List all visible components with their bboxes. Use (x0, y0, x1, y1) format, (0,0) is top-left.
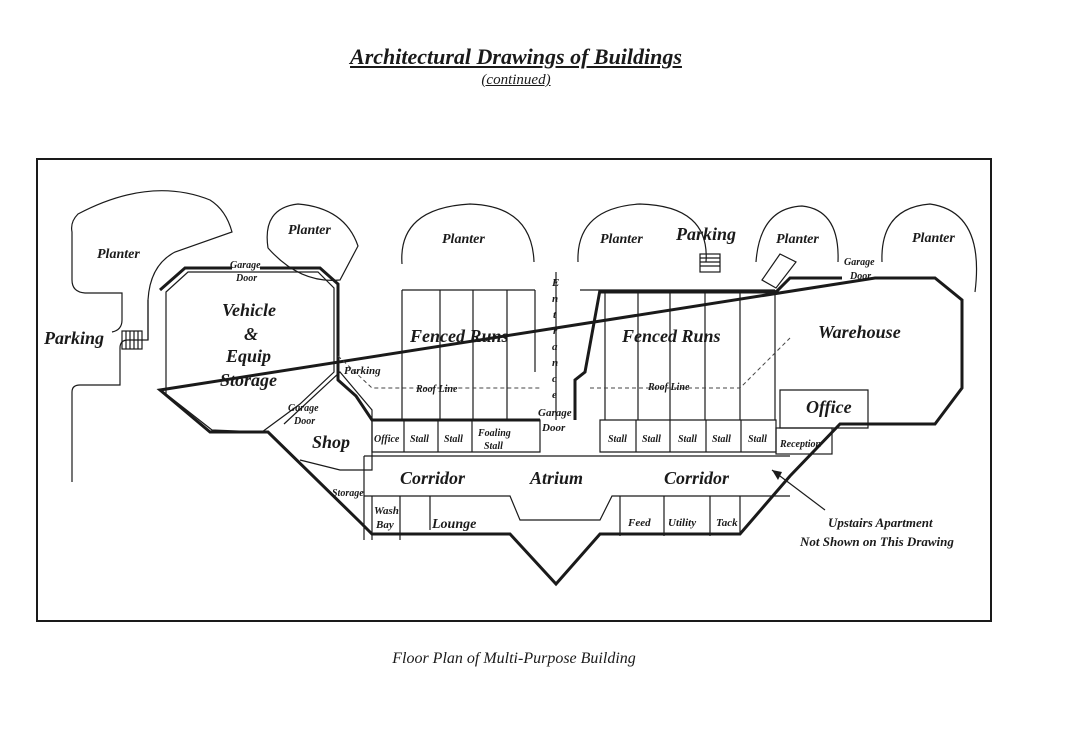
label-stall: Stall (484, 441, 503, 452)
label-parking-small: Parking (344, 365, 381, 377)
label-corridor-right: Corridor (664, 468, 730, 488)
label-feed: Feed (628, 517, 651, 529)
figure-caption: Floor Plan of Multi-Purpose Building (392, 650, 636, 667)
label-door-4: Door (850, 271, 872, 282)
entrance-vertical-label (551, 277, 559, 401)
label-corridor-left: Corridor (400, 468, 466, 488)
label-garage-4: Garage (844, 257, 875, 268)
entrance-letter: e (552, 389, 557, 401)
label-fenced-runs-right: Fenced Runs (622, 326, 721, 346)
label-garage-3: Garage (538, 407, 572, 419)
label-roof-line-right: Roof Line (648, 382, 690, 393)
entrance-letter: r (553, 325, 558, 337)
label-atrium: Atrium (530, 468, 584, 488)
page-title: Architectural Drawings of Buildings (350, 44, 682, 69)
entrance-letter: a (552, 341, 558, 353)
label-garage-2: Garage (288, 403, 319, 414)
label-parking-top: Parking (676, 224, 737, 244)
page-subtitle: (continued) (481, 72, 551, 88)
entrance-letter: E (552, 277, 560, 289)
entrance-letter: n (552, 293, 559, 305)
label-planter-3: Planter (442, 232, 485, 247)
label-tack: Tack (716, 517, 738, 529)
label-stall: Stall (748, 434, 767, 445)
label-fenced-runs-left: Fenced Runs (410, 326, 509, 346)
label-note-line1: Upstairs Apartment (828, 515, 933, 530)
label-garage-1: Garage (230, 260, 261, 271)
label-office-small: Office (374, 434, 400, 445)
label-planter-5: Planter (776, 232, 819, 247)
label-storage: Storage (220, 370, 278, 390)
label-planter-1: Planter (97, 247, 140, 262)
label-wash: Wash (374, 505, 399, 517)
label-foaling: Foaling (478, 428, 511, 439)
parking-stairs (700, 254, 720, 272)
entrance-letter: n (552, 357, 559, 369)
label-stall: Stall (678, 434, 697, 445)
label-lounge: Lounge (432, 517, 477, 532)
label-bay: Bay (376, 519, 394, 531)
label-door-3: Door (542, 422, 566, 434)
label-planter-2: Planter (288, 223, 331, 238)
label-stall: Stall (608, 434, 627, 445)
label-planter-6: Planter (912, 231, 955, 246)
label-door-2: Door (294, 416, 316, 427)
entrance-letter: c (552, 373, 557, 385)
label-door-1: Door (236, 273, 258, 284)
label-office: Office (806, 397, 852, 417)
label-warehouse: Warehouse (818, 322, 901, 342)
label-planter-4: Planter (600, 232, 643, 247)
label-parking-left: Parking (44, 328, 105, 348)
label-shop: Shop (312, 432, 351, 452)
label-utility: Utility (668, 517, 697, 529)
entrance-letter: t (553, 309, 557, 321)
label-stall: Stall (712, 434, 731, 445)
label-stall: Stall (444, 434, 463, 445)
label-roof-line-left: Roof Line (416, 384, 458, 395)
label-reception: Reception (780, 439, 822, 450)
left-fenced-runs (402, 290, 535, 420)
label-equip: Equip (226, 346, 272, 366)
label-stall: Stall (642, 434, 661, 445)
label-amp: & (244, 324, 259, 344)
label-note-line2: Not Shown on This Drawing (800, 534, 954, 549)
label-storage-small: Storage (332, 488, 364, 499)
right-stairs (762, 254, 796, 288)
label-vehicle: Vehicle (222, 300, 276, 320)
label-stall: Stall (410, 434, 429, 445)
